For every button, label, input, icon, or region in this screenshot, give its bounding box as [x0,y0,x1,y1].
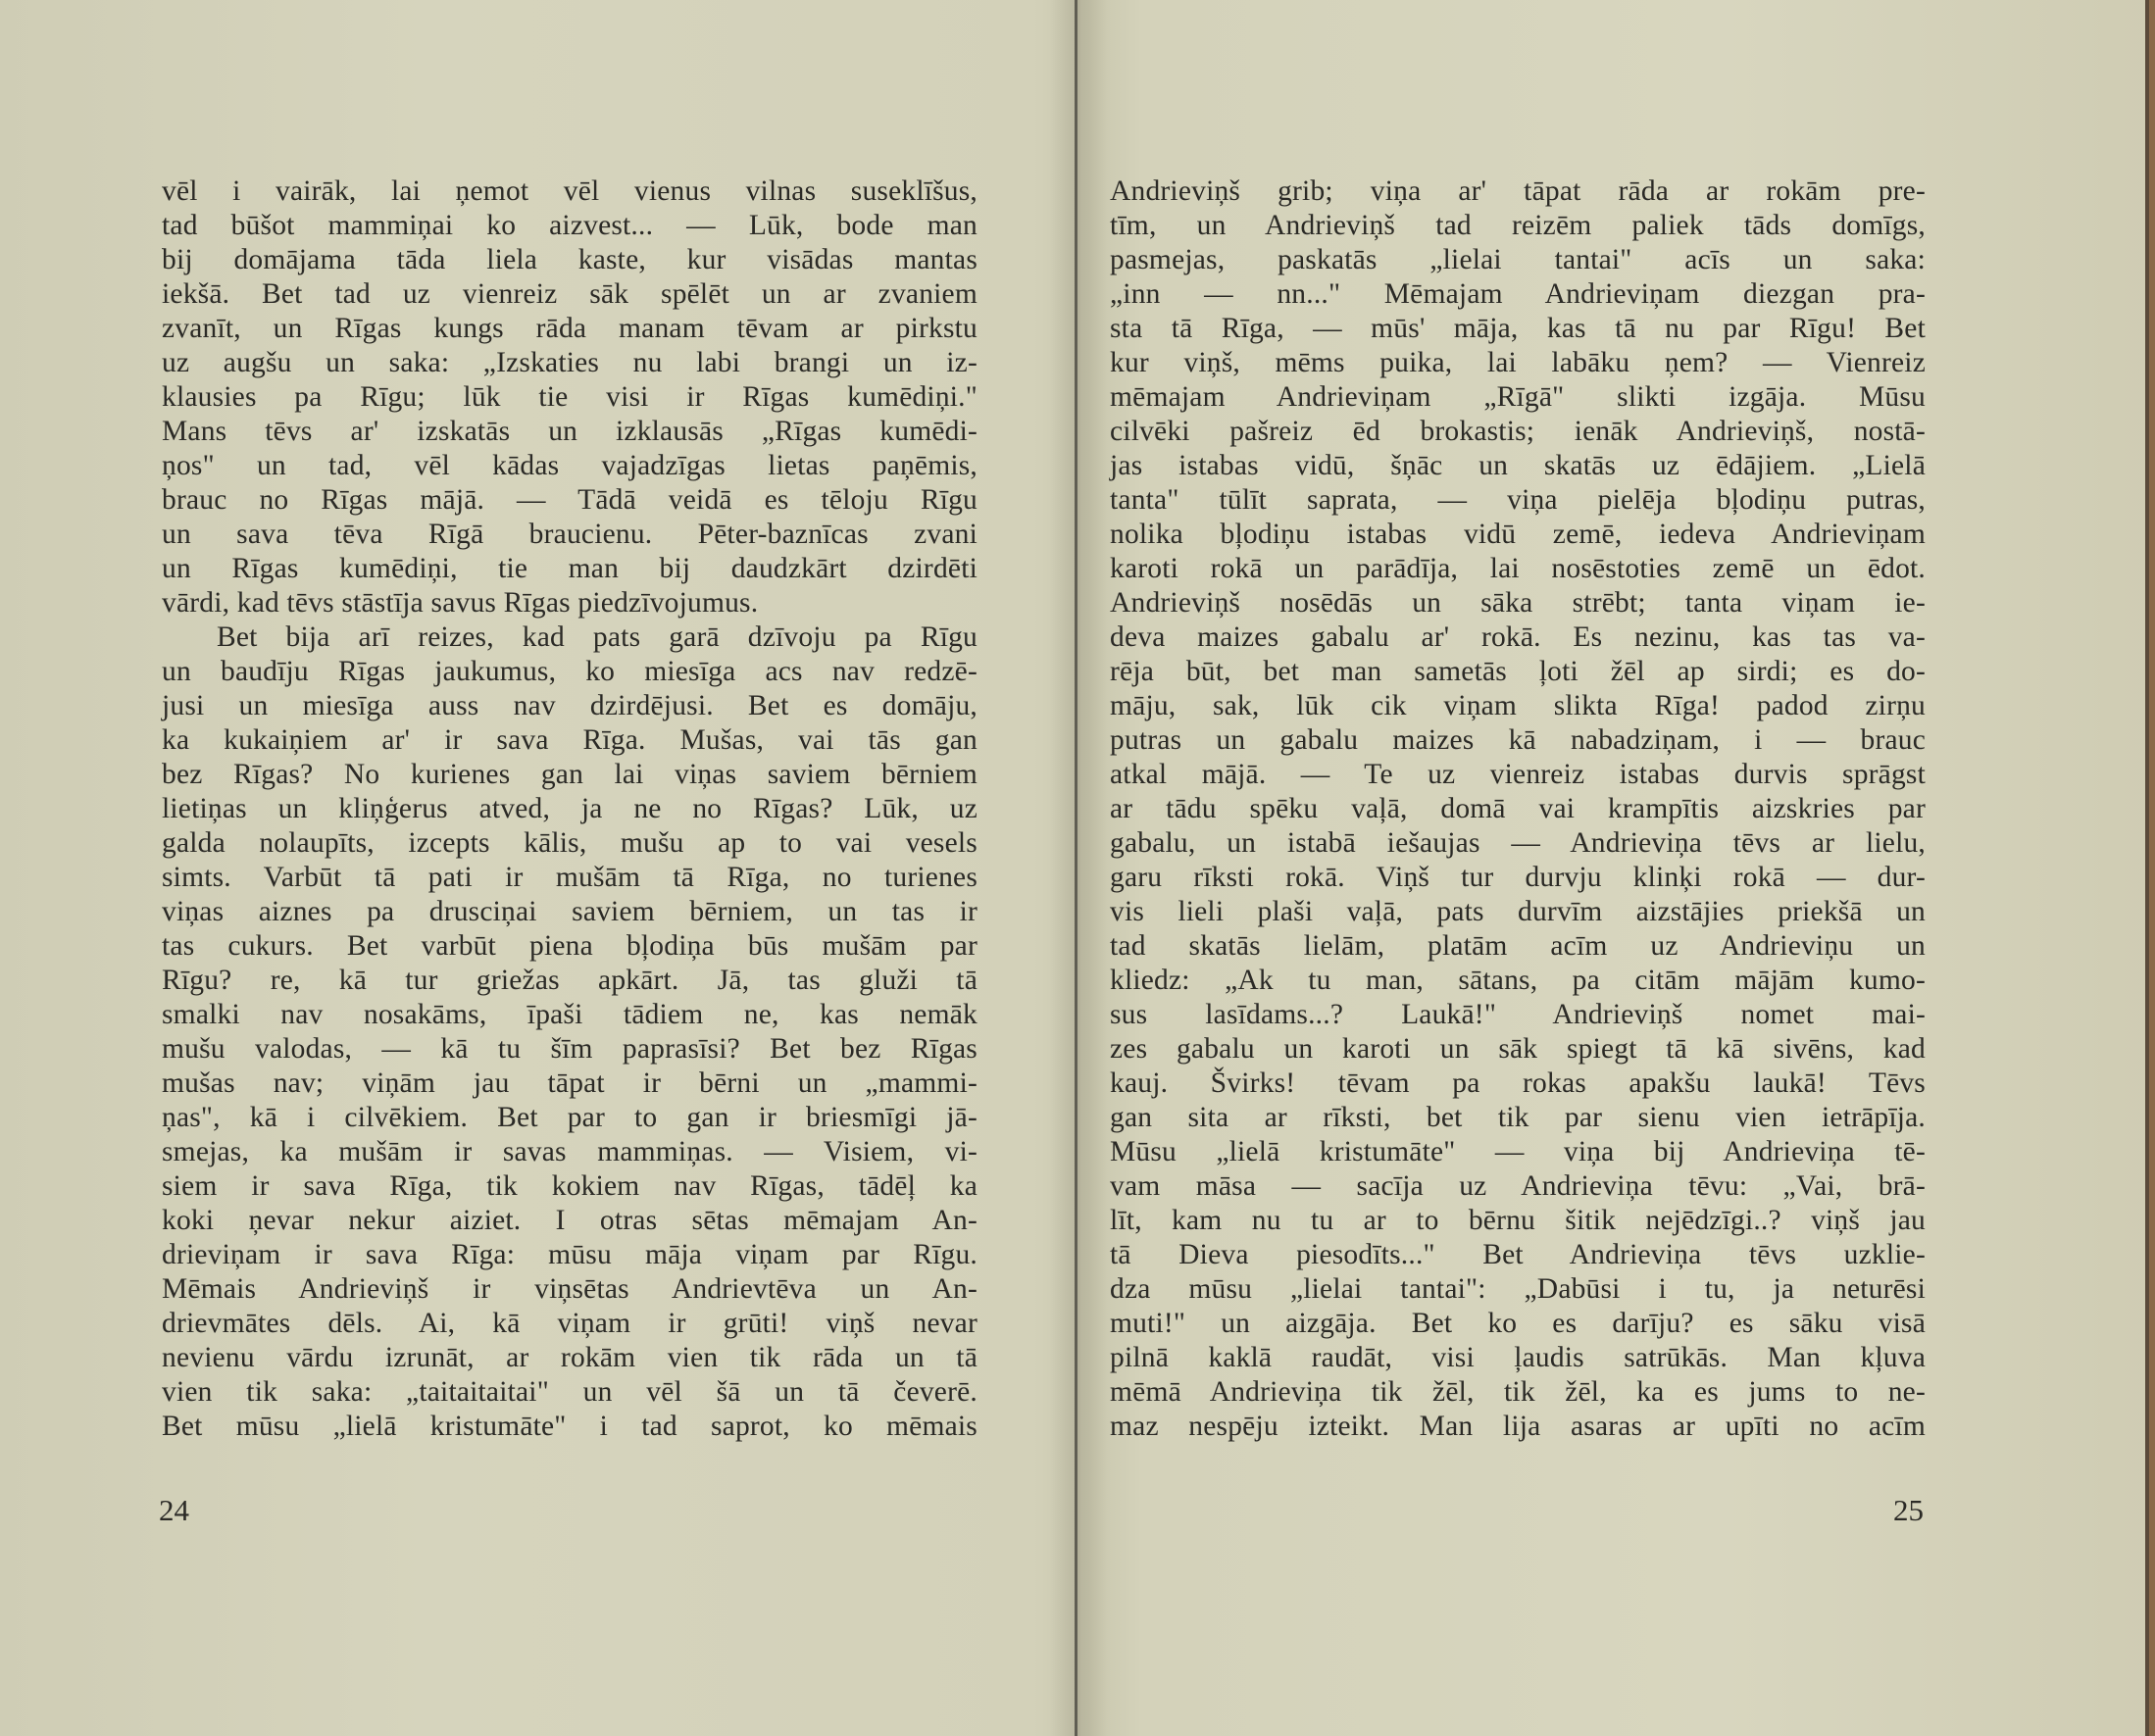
right-page-number: 25 [1893,1493,1924,1527]
right-page-line: sus lasīdams...? Laukā!" Andrieviņš nomet mai- [1110,999,1926,1030]
left-page-line: ņas", kā i cilvēkiem. Bet par to gan ir briesmīgi jā- [162,1102,977,1133]
left-page-line: nevienu vārdu izrunāt, ar rokām vien tik rāda un tā [162,1342,977,1373]
left-page-line: iekšā. Bet tad uz vienreiz sāk spēlēt un ar zvaniem [162,278,977,310]
right-page-line: rēja būt, bet man sametās ļoti žēl ap sirdi; es do- [1110,656,1926,687]
right-page-line: līt, kam nu tu ar to bērnu šitik nejēdzīgi..? viņš jau [1110,1205,1926,1236]
left-page-line: mušu valodas, — kā tu šīm paprasīsi? Bet bez Rīgas [162,1033,977,1065]
left-page-line: klausies pa Rīgu; lūk tie visi ir Rīgas kumēdiņi." [162,381,977,413]
left-page-text [162,174,977,1444]
left-page-line: smejas, ka mušām ir savas mammiņas. — Visiem, vi- [162,1136,977,1167]
left-page-number: 24 [159,1493,189,1527]
right-page-line: ar tādu spēku vaļā, domā vai krampītis aizskries par [1110,793,1926,824]
left-page-line: mušas nav; viņām jau tāpat ir bērni un „mammi- [162,1067,977,1099]
left-page-line: Bet bija arī reizes, kad pats garā dzīvoju pa Rīgu [217,621,977,653]
left-page-line: zvanīt, un Rīgas kungs rāda manam tēvam ar pirkstu [162,313,977,344]
right-page-line: dza mūsu „lielai tantai": „Dabūsi i tu, ja neturēsi [1110,1273,1926,1305]
left-page-line: bij domājama tāda liela kaste, kur visādas mantas [162,244,977,275]
book-gutter [1075,0,1078,1736]
right-page-line: kauj. Švirks! tēvam pa rokas apakšu laukā! Tēvs [1110,1067,1926,1099]
right-page-line: sta tā Rīga, — mūs' māja, kas tā nu par Rīgu! Bet [1110,313,1926,344]
gutter-shadow [1049,0,1108,1736]
right-page-line: tad skatās lielām, platām acīm uz Andrieviņu un [1110,930,1926,962]
right-page-line: gabalu, un istabā iešaujas — Andrieviņa tēvs ar lielu, [1110,827,1926,859]
left-page-line: un sava tēva Rīgā braucienu. Pēter-baznīcas zvani [162,519,977,550]
left-page-line: siem ir sava Rīga, tik kokiem nav Rīgas, tādēļ ka [162,1170,977,1202]
right-page-line: cilvēki pašreiz ēd brokastis; ienāk Andrieviņš, nostā- [1110,416,1926,447]
left-page-line: smalki nav nosakāms, īpaši tādiem ne, kas nemāk [162,999,977,1030]
right-page-line: putras un gabalu maizes kā nabadziņam, i — brauc [1110,724,1926,756]
right-page-line: gan sita ar rīksti, bet tik par sienu vien ietrāpīja. [1110,1102,1926,1133]
left-page-line: lietiņas un kliņģerus atved, ja ne no Rīgas? Lūk, uz [162,793,977,824]
right-page-line: Mūsu „lielā kristumāte" — viņa bij Andrieviņa tē- [1110,1136,1926,1167]
right-page-line: tanta" tūlīt saprata, — viņa pielēja bļodiņu putras, [1110,484,1926,516]
right-page-line: pilnā kaklā raudāt, visi ļaudis satrūkās. Man kļuva [1110,1342,1926,1373]
left-page-line: bez Rīgas? No kurienes gan lai viņas saviem bērniem [162,759,977,790]
right-page-line: tā Dieva piesodīts..." Bet Andrieviņa tēvs uzklie- [1110,1239,1926,1270]
left-page-line: simts. Varbūt tā pati ir mušām tā Rīga, no turienes [162,862,977,893]
right-page-line: „inn — nn..." Mēmajam Andrieviņam diezgan pra- [1110,278,1926,310]
left-page-line: un baudīju Rīgas jaukumus, ko miesīga acs nav redzē- [162,656,977,687]
right-page-line: muti!" un aizgāja. Bet ko es darīju? es sāku visā [1110,1308,1926,1339]
left-page-line: Mēmais Andrieviņš ir viņsētas Andrievtēva un An- [162,1273,977,1305]
left-page-line: un Rīgas kumēdiņi, tie man bij daudzkārt dzirdēti [162,553,977,584]
right-page-line: vam māsa — sacīja uz Andrieviņa tēvu: „Vai, brā- [1110,1170,1926,1202]
right-page-line: mēmajam Andrieviņam „Rīgā" slikti izgāja. Mūsu [1110,381,1926,413]
right-page-line: atkal mājā. — Te uz vienreiz istabas durvis sprāgst [1110,759,1926,790]
right-page-line: karoti rokā un parādīja, lai nosēstoties zemē un ēdot. [1110,553,1926,584]
left-page-line: ka kukaiņiem ar' ir sava Rīga. Mušas, vai tās gan [162,724,977,756]
right-page-line: pasmejas, paskatās „lielai tantai" acīs un saka: [1110,244,1926,275]
left-page-line: Bet mūsu „lielā kristumāte" i tad saprot, ko mēmais [162,1411,977,1442]
right-page-line: jas istabas vidū, šņāc un skatās uz ēdājiem. „Lielā [1110,450,1926,481]
right-page-line: Andrieviņš grib; viņa ar' tāpat rāda ar rokām pre- [1110,175,1926,207]
left-page-line: vien tik saka: „taitaitaitai" un vēl šā un tā čeverē. [162,1376,977,1408]
right-page-line: nolika bļodiņu istabas vidū zemē, iedeva Andrieviņam [1110,519,1926,550]
left-page-line: uz augšu un saka: „Izskaties nu labi brangi un iz- [162,347,977,378]
right-page-line: tīm, un Andrieviņš tad reizēm paliek tāds domīgs, [1110,210,1926,241]
right-page-line: Andrieviņš nosēdās un sāka strēbt; tanta viņam ie- [1110,587,1926,619]
left-page-line: Rīgu? re, kā tur griežas apkārt. Jā, tas gluži tā [162,965,977,996]
right-page-text [1110,174,1926,1444]
left-page-line: Mans tēvs ar' izskatās un izklausās „Rīgas kumēdi- [162,416,977,447]
left-page-line: ņos" un tad, vēl kādas vajadzīgas lietas paņēmis, [162,450,977,481]
left-page-line: tas cukurs. Bet varbūt piena bļodiņa būs mušām par [162,930,977,962]
left-page-line: vārdi, kad tēvs stāstīja savus Rīgas piedzīvojumus. [162,587,759,619]
right-page-line: vis lieli plaši vaļā, pats durvīm aizstājies priekšā un [1110,896,1926,927]
left-page-line: jusi un miesīga auss nav dzirdējusi. Bet es domāju, [162,690,977,721]
left-page-line: galda nolaupīts, izcepts kālis, mušu ap to vai vesels [162,827,977,859]
left-page-line: drievmātes dēls. Ai, kā viņam ir grūti! viņš nevar [162,1308,977,1339]
right-page-line: kliedz: „Ak tu man, sātans, pa citām mājām kumo- [1110,965,1926,996]
right-page-line: zes gabalu un karoti un sāk spiegt tā kā sivēns, kad [1110,1033,1926,1065]
right-page-line: kur viņš, mēms puika, lai labāku ņem? — Vienreiz [1110,347,1926,378]
left-page-line: tad būšot mammiņai ko aizvest... — Lūk, bode man [162,210,977,241]
left-page-line: drieviņam ir sava Rīga: mūsu māja viņam par Rīgu. [162,1239,977,1270]
left-page-line: brauc no Rīgas mājā. — Tādā veidā es tēloju Rīgu [162,484,977,516]
right-page-line: deva maizes gabalu ar' rokā. Es nezinu, kas tas va- [1110,621,1926,653]
left-page-line: koki ņevar nekur aiziet. I otras sētas mēmajam An- [162,1205,977,1236]
right-page-line: garu rīksti rokā. Viņš tur durvju klinķi rokā — dur- [1110,862,1926,893]
right-page-line: mēmā Andrieviņa tik žēl, tik žēl, ka es jums to ne- [1110,1376,1926,1408]
book-cover-edge [2149,0,2155,1736]
right-page-line: maz nespēju izteikt. Man lija asaras ar upīti no acīm [1110,1411,1926,1442]
right-page-line: māju, sak, lūk cik viņam slikta Rīga! padod zirņu [1110,690,1926,721]
left-page-line: viņas aiznes pa drusciņai saviem bērniem, un tas ir [162,896,977,927]
left-page-line: vēl i vairāk, lai ņemot vēl vienus vilnas suseklīšus, [162,175,977,207]
